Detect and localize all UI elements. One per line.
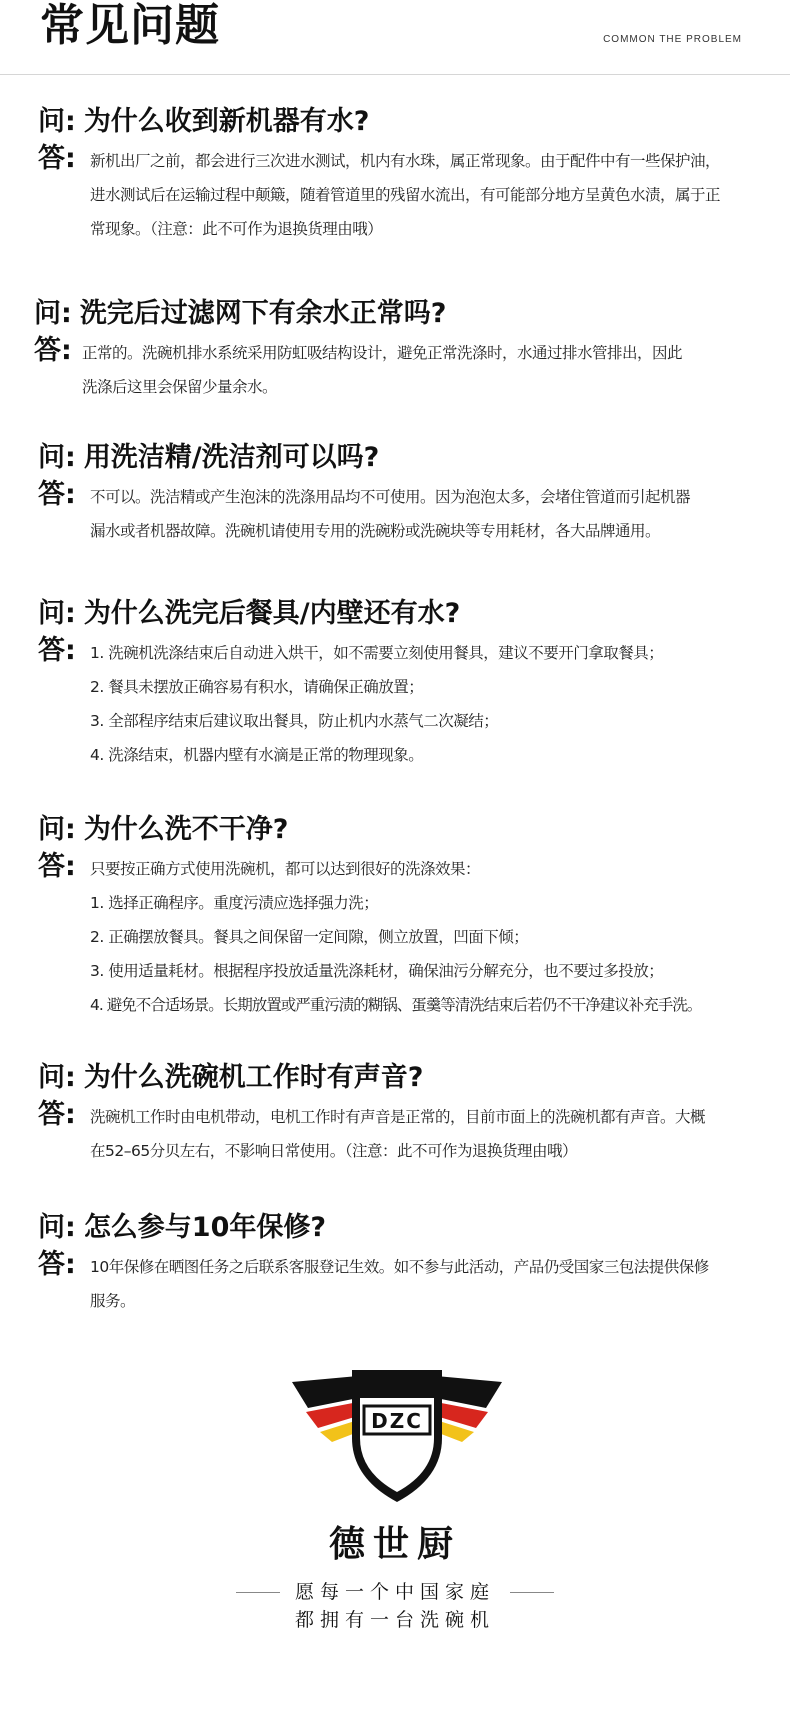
answer-line: 洗涤后这里会保留少量余水。: [82, 378, 278, 396]
answer-text: [90, 852, 701, 1022]
logo-text: DZC: [371, 1409, 423, 1433]
answer-line: 只要按正确方式使用洗碗机，都可以达到很好的洗涤效果：: [90, 860, 481, 878]
faq-item: [38, 104, 778, 246]
answer-line: 10年保修在晒图任务之后联系客服登记生效。如不参与此活动，产品仍受国家三包法提供保修: [90, 1258, 709, 1276]
answer-line: 2. 正确摆放餐具。餐具之间保留一定间隙，侧立放置，凹面下倾；: [90, 928, 529, 946]
faq-item: [34, 296, 774, 404]
question-prefix: 问:: [38, 1212, 76, 1243]
question-text: 为什么洗完后餐具/内壁还有水?: [83, 598, 461, 629]
answer-line: 3. 使用适量耗材。根据程序投放适量洗涤耗材，确保油污分解充分，也不要过多投放；: [90, 962, 664, 980]
answer-text: [90, 1100, 705, 1168]
answer-line: 4. 洗涤结束，机器内壁有水滴是正常的物理现象。: [90, 746, 424, 764]
page-subtitle: COMMON THE PROBLEM: [603, 34, 742, 45]
faq-answer: [38, 1100, 778, 1168]
answer-line: 3. 全部程序结束后建议取出餐具，防止机内水蒸气二次凝结；: [90, 712, 499, 730]
slogan-line: 愿每一个中国家庭: [294, 1581, 495, 1603]
answer-line: 新机出厂之前，都会进行三次进水测试，机内有水珠，属正常现象。由于配件中有一些保护油，: [90, 152, 721, 170]
question-text: 洗完后过滤网下有余水正常吗?: [79, 298, 447, 329]
faq-answer: [38, 144, 778, 246]
answer-line: 1. 选择正确程序。重度污渍应选择强力洗；: [90, 894, 379, 912]
answer-line: 服务。: [90, 1292, 136, 1310]
answer-line: 洗碗机工作时由电机带动，电机工作时有声音是正常的，目前市面上的洗碗机都有声音。大概: [90, 1108, 706, 1126]
faq-item: [38, 812, 778, 1022]
faq-question: [38, 104, 778, 140]
answer-prefix: 答:: [38, 1099, 76, 1130]
answer-prefix: 答:: [38, 1249, 76, 1280]
question-prefix: 问:: [38, 598, 76, 629]
faq-question: [38, 440, 778, 476]
answer-prefix: 答:: [38, 851, 76, 882]
page-title: 常见问题: [40, 0, 220, 51]
answer-prefix: 答:: [38, 143, 76, 174]
question-text: 用洗洁精/洗洁剂可以吗?: [83, 442, 380, 473]
slogan-line: 都拥有一台洗碗机: [294, 1609, 495, 1631]
answer-text: [82, 336, 682, 404]
answer-prefix: 答:: [34, 335, 72, 366]
question-prefix: 问:: [38, 106, 76, 137]
right-wing-black: [436, 1376, 502, 1408]
left-wing-black: [292, 1376, 358, 1408]
answer-line: 在52–65分贝左右，不影响日常使用。（注意：此不可作为退换货理由哦）: [90, 1142, 577, 1160]
answer-line: 正常的。洗碗机排水系统采用防虹吸结构设计，避免正常洗涤时，水通过排水管排出，因此: [82, 344, 683, 362]
answer-text: [90, 1250, 709, 1318]
faq-question: [38, 596, 778, 632]
question-prefix: 问:: [38, 1062, 76, 1093]
brand-name: 德世厨: [328, 1524, 461, 1565]
faq-item: [38, 1060, 778, 1168]
faq-item: [38, 1210, 778, 1318]
faq-answer: [38, 1250, 778, 1318]
answer-text: [90, 144, 720, 246]
faq-answer: [38, 852, 778, 1022]
question-text: 为什么洗不干净?: [83, 814, 289, 845]
answer-text: [90, 480, 690, 548]
page-header: [0, 0, 790, 75]
answer-line: 漏水或者机器故障。洗碗机请使用专用的洗碗粉或洗碗块等专用耗材，各大品牌通用。: [90, 522, 661, 540]
faq-answer: [38, 480, 778, 548]
answer-text: [90, 636, 663, 772]
answer-prefix: 答:: [38, 479, 76, 510]
faq-answer: [34, 336, 774, 404]
answer-line: 4. 避免不合适场景。长期放置或严重污渍的糊锅、蛋羹等清洗结束后若仍不干净建议补充手洗。: [90, 996, 702, 1014]
faq-question: [34, 296, 774, 332]
answer-line: 1. 洗碗机洗涤结束后自动进入烘干，如不需要立刻使用餐具，建议不要开门拿取餐具；: [90, 644, 664, 662]
answer-line: 2. 餐具未摆放正确容易有积水，请确保正确放置；: [90, 678, 424, 696]
question-text: 为什么收到新机器有水?: [83, 106, 370, 137]
question-prefix: 问:: [38, 814, 76, 845]
faq-question: [38, 1060, 778, 1096]
faq-item: [38, 596, 778, 772]
answer-line: 进水测试后在运输过程中颠簸，随着管道里的残留水流出，有可能部分地方呈黄色水渍，属于正: [90, 186, 721, 204]
answer-line: 常现象。（注意：此不可作为退换货理由哦）: [90, 220, 383, 238]
question-prefix: 问:: [34, 298, 72, 329]
question-prefix: 问:: [38, 442, 76, 473]
answer-prefix: 答:: [38, 635, 76, 666]
question-text: 怎么参与10年保修?: [83, 1212, 327, 1243]
faq-question: [38, 1210, 778, 1246]
faq-item: [38, 440, 778, 548]
answer-line: 不可以。洗洁精或产生泡沫的洗涤用品均不可使用。因为泡泡太多，会堵住管道而引起机器: [90, 488, 691, 506]
faq-question: [38, 812, 778, 848]
shield-band: [360, 1380, 434, 1398]
brand-logo: [292, 1368, 502, 1508]
question-text: 为什么洗碗机工作时有声音?: [83, 1062, 424, 1093]
faq-answer: [38, 636, 778, 772]
divider-right: [510, 1592, 554, 1593]
brand-slogan: [0, 1578, 790, 1634]
